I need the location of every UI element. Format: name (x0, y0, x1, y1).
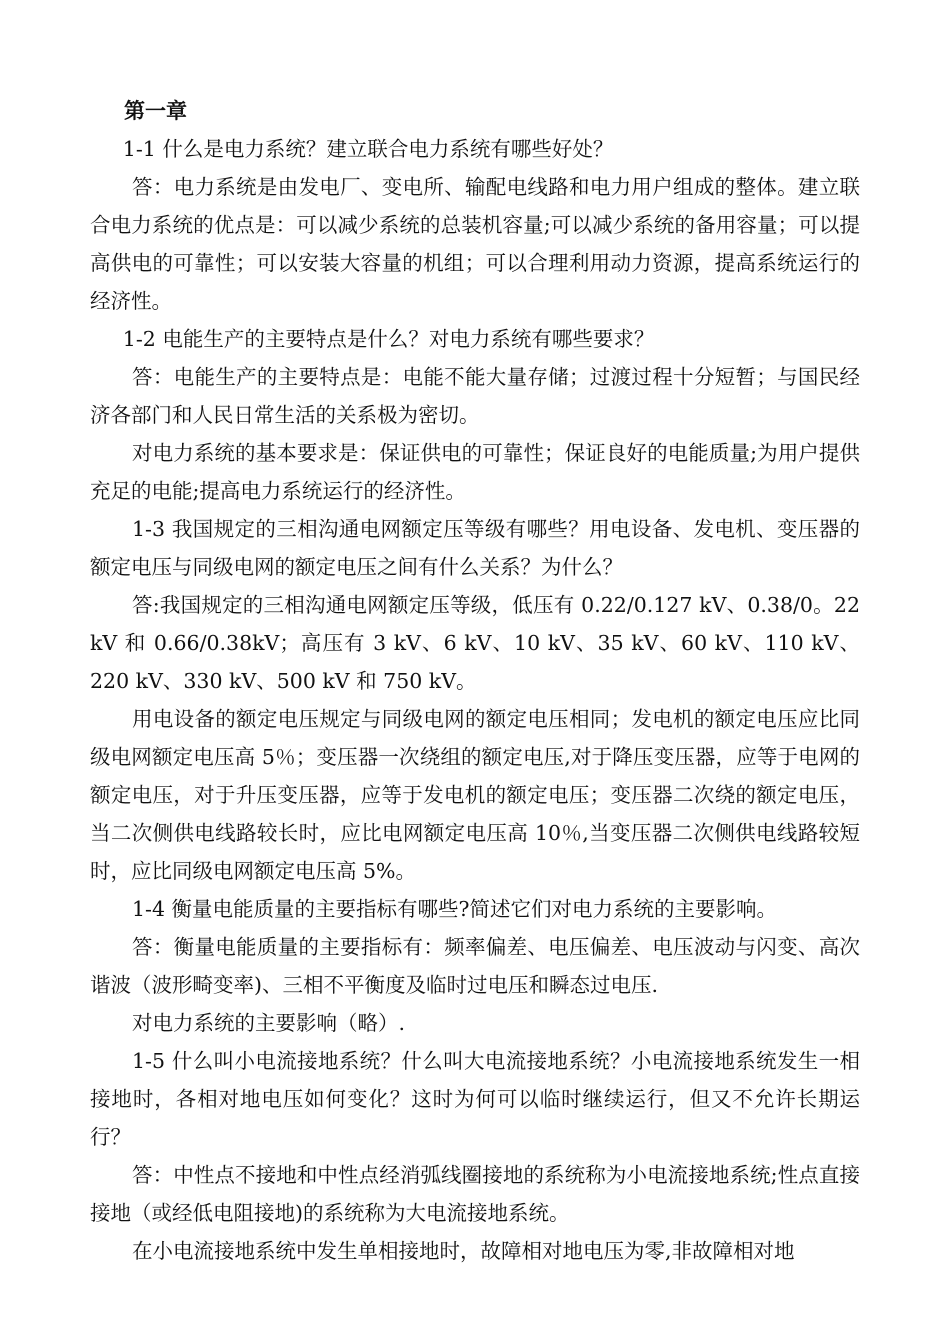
answer-1-3-voltage-levels: 答:我国规定的三相沟通电网额定压等级，低压有 0.22/0.127 kV、0.38/0。22 kV 和 0.66/0.38kV；高压有 3 kV、6 kV、10 kV、35 kV、60 kV、110 kV、220 kV、330 kV、500 kV 和 750 kV。 (90, 593, 860, 693)
document-body (90, 92, 860, 1270)
question-1-5: 1-5 什么叫小电流接地系统？什么叫大电流接地系统？小电流接地系统发生一相接地时，各相对地电压如何变化？这时为何可以临时继续运行，但又不允许长期运行？ (90, 1049, 860, 1149)
answer-1-2-requirements: 对电力系统的基本要求是：保证供电的可靠性；保证良好的电能质量;为用户提供充足的电能;提高电力系统运行的经济性。 (90, 441, 860, 503)
answer-1-5-explanation: 在小电流接地系统中发生单相接地时，故障相对地电压为零,非故障相对地 (132, 1239, 795, 1263)
answer-1-2: 答：电能生产的主要特点是：电能不能大量存储；过渡过程十分短暂；与国民经济各部门和人民日常生活的关系极为密切。 (90, 365, 860, 427)
answer-1-3-relationship: 用电设备的额定电压规定与同级电网的额定电压相同；发电机的额定电压应比同级电网额定电压高 5％；变压器一次绕组的额定电压,对于降压变压器，应等于电网的额定电压，对于升压变压器，应等于发电机的额定电压；变压器二次绕的额定电压，当二次侧供电线路较长时，应比电网额定电压高 10％,当变压器二次侧供电线路较短时，应比同级电网额定电压高 5%。 (90, 707, 860, 883)
answer-1-4-impact: 对电力系统的主要影响（略）. (132, 1011, 406, 1035)
chapter-title: 第一章 (124, 99, 187, 123)
question-1-4: 1-4 衡量电能质量的主要指标有哪些?简述它们对电力系统的主要影响。 (132, 897, 778, 921)
answer-1-1: 答：电力系统是由发电厂、变电所、输配电线路和电力用户组成的整体。建立联合电力系统的优点是：可以减少系统的总装机容量;可以减少系统的备用容量；可以提高供电的可靠性；可以安装大容量的机组；可以合理利用动力资源，提高系统运行的经济性。 (90, 175, 860, 313)
answer-1-5-definition: 答：中性点不接地和中性点经消弧线圈接地的系统称为小电流接地系统;性点直接接地（或经低电阻接地)的系统称为大电流接地系统。 (90, 1163, 860, 1225)
question-1-3: 1-3 我国规定的三相沟通电网额定压等级有哪些？用电设备、发电机、变压器的额定电压与同级电网的额定电压之间有什么关系？为什么？ (90, 517, 860, 579)
question-1-1: 1-1 什么是电力系统？建立联合电力系统有哪些好处？ (122, 137, 614, 161)
answer-1-4: 答：衡量电能质量的主要指标有：频率偏差、电压偏差、电压波动与闪变、高次谐波（波形畸变率)、三相不平衡度及临时过电压和瞬态过电压. (90, 935, 860, 997)
question-1-2: 1-2 电能生产的主要特点是什么？对电力系统有哪些要求？ (122, 327, 655, 351)
